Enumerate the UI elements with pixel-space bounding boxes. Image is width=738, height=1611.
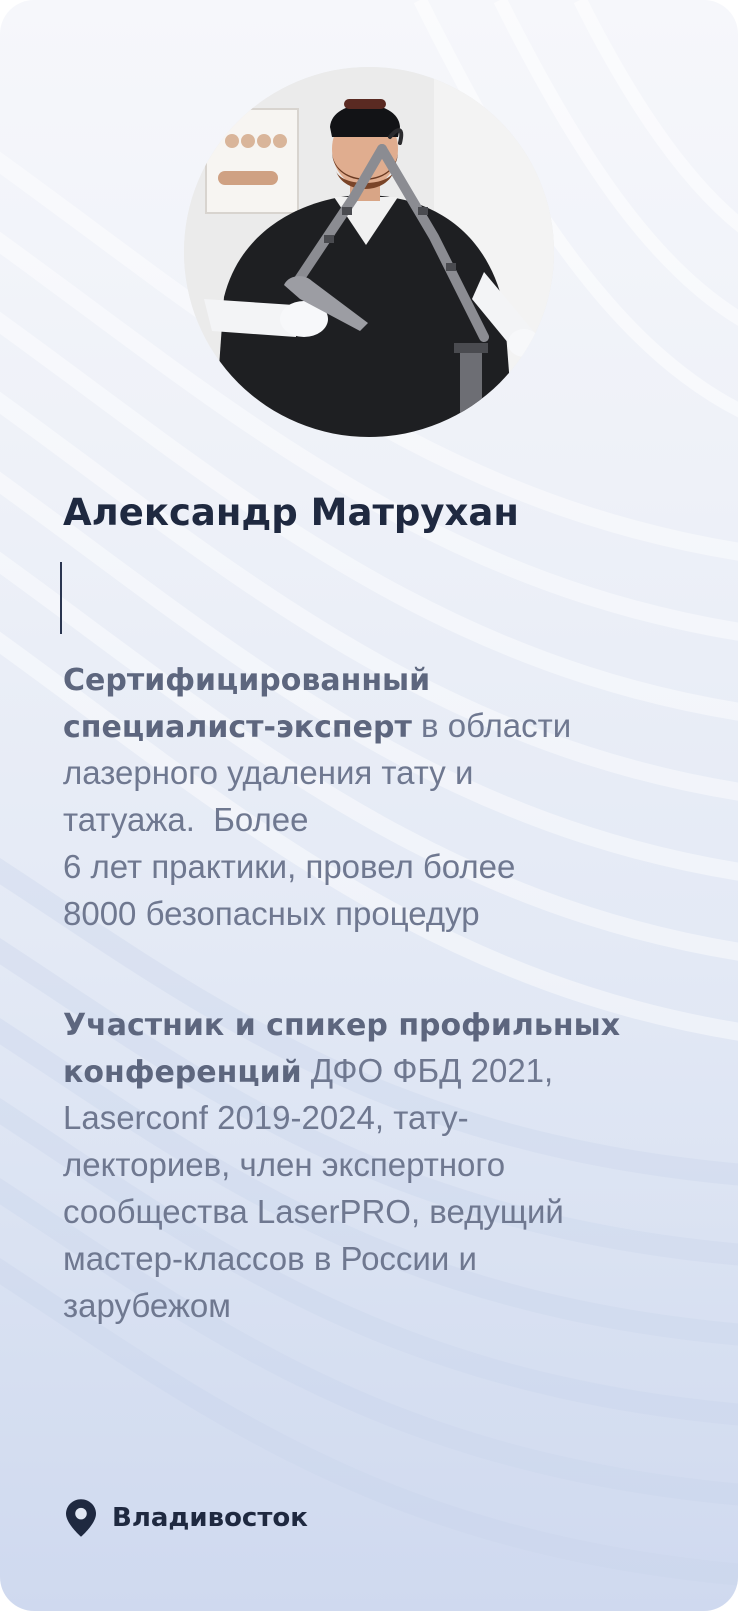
specialist-portrait-photo: [184, 67, 554, 437]
bio-text: ДФО ФБД 2021,: [301, 1052, 554, 1089]
bio-text: зарубежом: [63, 1287, 231, 1324]
bio-bold-text: Участник и спикер профильных: [63, 1008, 621, 1043]
specialist-name: Александр Матрухан: [63, 491, 519, 534]
bio-line: [63, 703, 713, 750]
location-pin-icon: [66, 1499, 96, 1537]
bio-text: 6 лет практики, провел более: [63, 848, 516, 885]
bio-bold-text: конференций: [63, 1055, 302, 1090]
bio-text: сообщества LaserPRO, ведущий: [63, 1193, 564, 1230]
bio-line: [63, 1283, 713, 1330]
bio-line: [63, 797, 713, 844]
bio-line: [63, 1048, 713, 1095]
vertical-divider: [60, 562, 62, 634]
location: [66, 1496, 308, 1540]
bio-text: татуажа. Более: [63, 801, 309, 838]
bio-text: 8000 безопасных процедур: [63, 895, 480, 932]
bio-line: [63, 1001, 713, 1048]
bio-line: [63, 1189, 713, 1236]
bio-text: в области: [411, 707, 572, 744]
bio-paragraph-conferences: [63, 1001, 713, 1330]
location-city: Владивосток: [112, 1503, 308, 1533]
bio-line: [63, 1142, 713, 1189]
specialist-photo: [184, 67, 554, 437]
bio-line: [63, 891, 713, 938]
bio-bold-text: Сертифицированный: [63, 663, 431, 698]
bio-text: лазерного удаления тату и: [63, 754, 474, 791]
bio-text: мастер-классов в России и: [63, 1240, 477, 1277]
bio-line: [63, 1095, 713, 1142]
bio-paragraph-certification: [63, 656, 713, 938]
bio-text: Laserconf 2019-2024, тату-: [63, 1099, 469, 1136]
bio-text: лекториев, член экспертного: [63, 1146, 506, 1183]
bio-line: [63, 1236, 713, 1283]
bio-line: [63, 750, 713, 797]
bio-line: [63, 844, 713, 891]
bio-bold-text: специалист-эксперт: [63, 710, 412, 745]
bio-line: [63, 656, 713, 703]
